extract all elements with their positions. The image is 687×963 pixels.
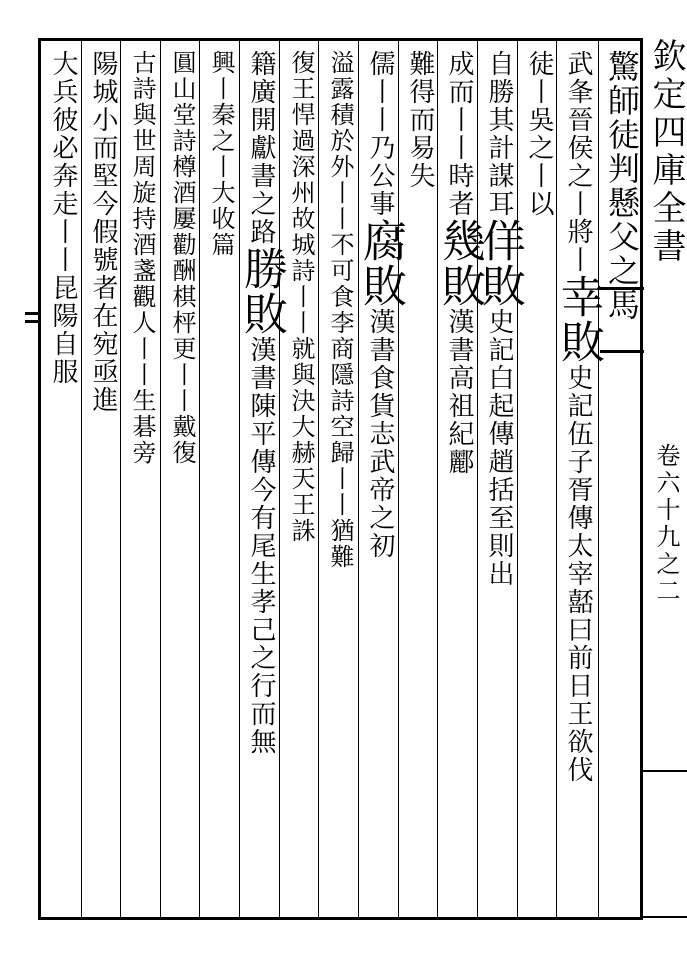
column-text: 籍廣開獻書之路: [246, 50, 276, 246]
text-column: [434, 50, 485, 913]
column-text: 漢書高祖紀酈: [444, 308, 474, 476]
column-text: 興丨秦之丨大收篇: [207, 50, 235, 258]
page-margin-title: [645, 38, 687, 920]
text-column: [519, 50, 559, 913]
column-rule: [598, 41, 599, 917]
column-text: 難得而易失: [405, 50, 435, 190]
heading-word: 佯敗: [474, 218, 525, 308]
margin-notch: [25, 320, 39, 323]
book-title: 欽定四庫全書: [646, 38, 686, 266]
heading-word: 腐敗: [355, 218, 406, 308]
text-column: [236, 50, 287, 913]
column-text: 圓山堂詩樽酒屢勸酬棋枰更丨丨戴復: [168, 50, 196, 466]
column-text: 自勝其計謀耳: [484, 50, 514, 218]
column-text: 陽城小而堅今假號者在宛亟進: [88, 50, 118, 414]
column-text: 大兵彼必奔走丨丨昆陽自服: [48, 50, 78, 386]
text-column: [122, 50, 162, 913]
text-column: [355, 50, 406, 913]
text-column: [83, 50, 123, 913]
heading-word: 幸敗: [553, 274, 604, 364]
text-column: [320, 50, 360, 913]
column-text: 儒丨丨乃公事: [365, 50, 395, 218]
text-column: [201, 50, 241, 913]
text-column: [400, 50, 440, 913]
column-text: 徒丨吳之丨以: [524, 50, 554, 218]
column-text: 史記白起傳趙括至則出: [484, 308, 514, 588]
column-text: 古詩與世周旋持酒盞觀人丨丨生碁旁: [128, 50, 156, 466]
text-column: [553, 50, 604, 913]
column-text: 漢書食貨志武帝之初: [365, 308, 395, 560]
volume-label: 卷六十九之二: [652, 443, 680, 605]
text-column: [281, 50, 321, 913]
text-column: [43, 50, 83, 913]
margin-notch: [25, 312, 39, 315]
column-text: 驚師徒判懸父之馬: [603, 50, 641, 322]
text-column: [600, 50, 644, 913]
column-text: 武夆晉侯之丨將丨: [563, 50, 593, 274]
text-column: [162, 50, 202, 913]
column-text: 史記伍子胥傳太宰嚭曰前日王欲伐: [563, 364, 593, 784]
heading-word: 幾敗: [434, 218, 485, 308]
heading-word: 勝敗: [236, 246, 287, 336]
column-text: 成而丨丨時者: [444, 50, 474, 218]
text-column: [474, 50, 525, 913]
column-text: 復王悍過深州故城詩丨丨就與決大赫天王誅: [287, 50, 315, 544]
column-text: 漢書陳平傳今有尾生孝己之行而無: [246, 336, 276, 756]
column-text: 溢露積於外丨丨不可食李商隱詩空歸丨丨猶難: [326, 50, 354, 570]
